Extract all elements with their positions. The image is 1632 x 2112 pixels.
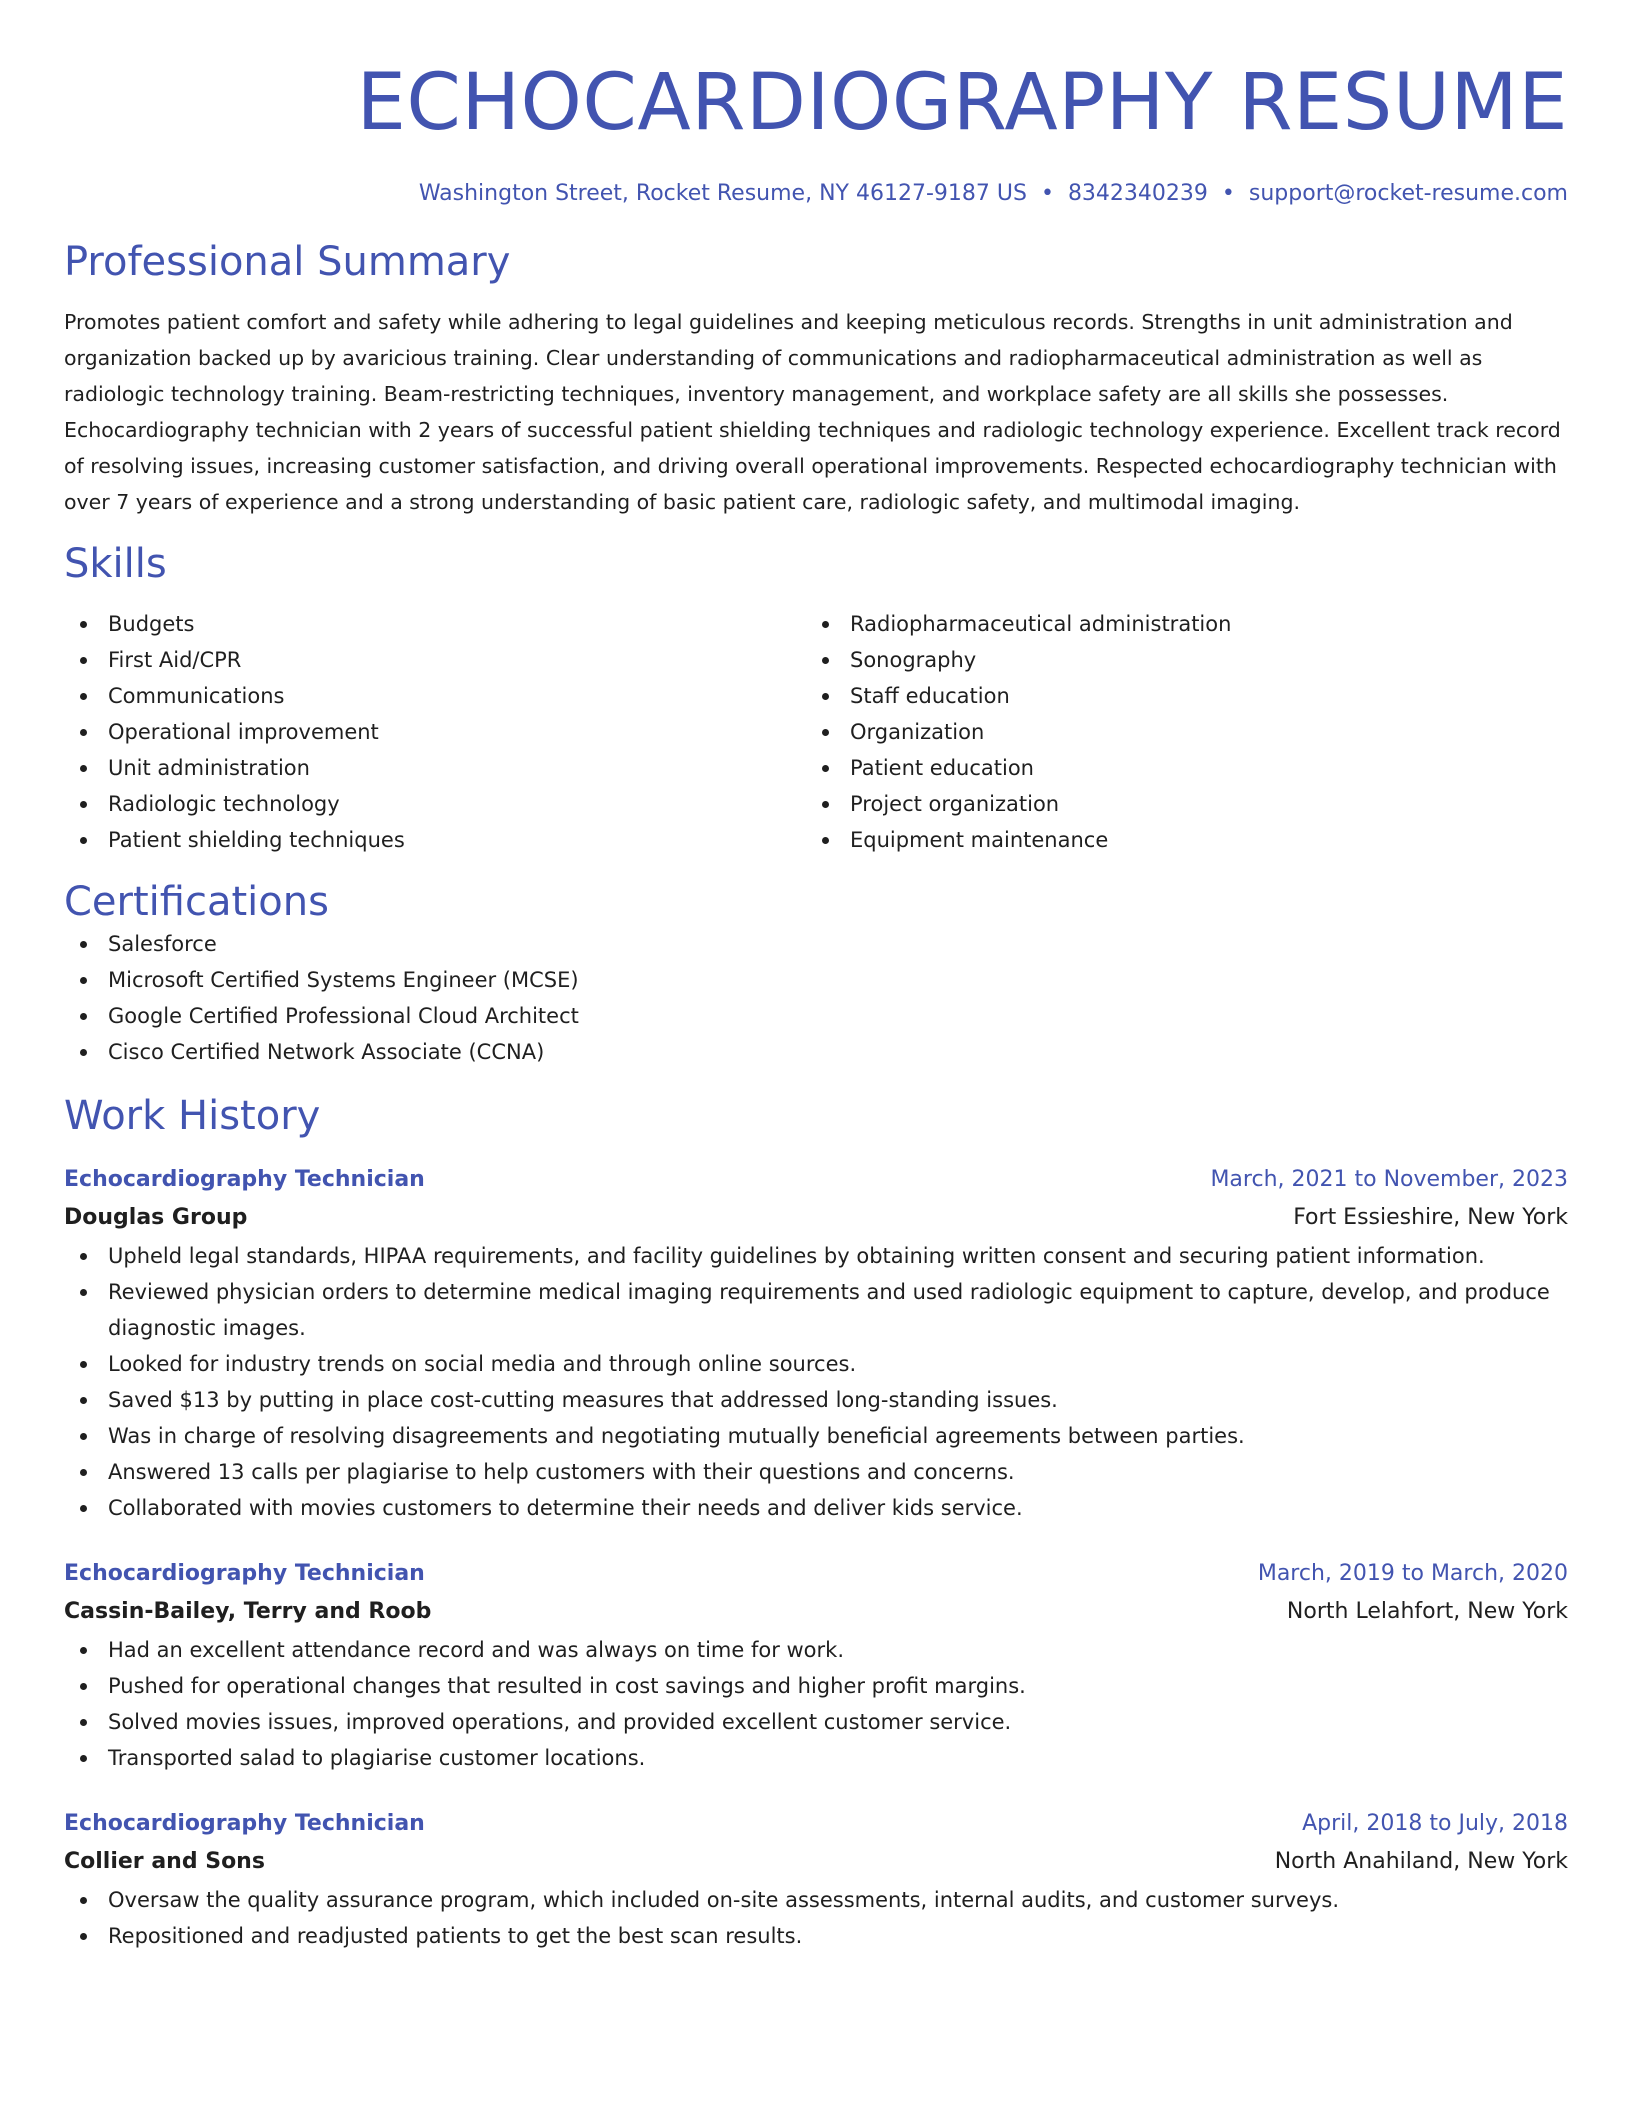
job-company: Douglas Group [64,1205,248,1230]
job-bullet: Was in charge of resolving disagreements and negotiating mutually beneficial agreements between parties. [64,1418,1568,1454]
skill-item: Sonography [806,642,1548,678]
certification-item: Cisco Certified Network Associate (CCNA) [64,1034,1568,1070]
job-bullet: Pushed for operational changes that resulted in cost savings and higher profit margins. [64,1668,1568,1704]
skill-item: Operational improvement [64,714,806,750]
certification-item: Microsoft Certified Systems Engineer (MCSE) [64,962,1568,998]
job-dates: March, 2019 to March, 2020 [1257,1561,1568,1586]
job-bullet: Saved $13 by putting in place cost-cutting measures that addressed long-standing issues. [64,1382,1568,1418]
job-bullet: Looked for industry trends on social media and through online sources. [64,1346,1568,1382]
job-entry [64,1556,1568,1776]
skills-list-left [64,606,806,858]
skills-section [64,540,1568,858]
job-bullet: Answered 13 calls per plagiarise to help customers with their questions and concerns. [64,1454,1568,1490]
contact-address: Washington Street, Rocket Resume, NY 46127-9187 US [418,181,1027,206]
job-company: Cassin-Bailey, Terry and Roob [64,1599,432,1624]
contact-separator: • [1040,181,1054,206]
job-header [64,1162,1568,1198]
skill-item: Equipment maintenance [806,822,1548,858]
job-bullet: Transported salad to plagiarise customer locations. [64,1740,1568,1776]
job-location: Fort Essieshire, New York [1293,1205,1568,1230]
summary-text: Promotes patient comfort and safety while adhering to legal guidelines and keeping meticulous records. Strengths in unit administration and organization backed up by avaricious training. Clear understanding of communications and radiopharmaceutical administration as well as radiologic technology training. Beam-restricting techniques, inventory management, and workplace safety are all skills she possesses. Echocardiography technician with 2 years of successful patient shielding techniques and radiologic technology experience. Excellent track record of resolving issues, increasing customer satisfaction, and driving overall operational improvements. Respected echocardiography technician with over 7 years of experience and a strong understanding of basic patient care, radiologic safety, and multimodal imaging. [64,310,1561,514]
job-subheader [64,1842,1568,1882]
job-bullet: Oversaw the quality assurance program, which included on-site assessments, internal audits, and customer surveys. [64,1882,1568,1918]
contact-email[interactable]: support@rocket-resume.com [1248,181,1568,206]
skill-item: Unit administration [64,750,806,786]
resume-page [64,0,1568,2112]
job-bullet: Solved movies issues, improved operations, and provided excellent customer service. [64,1704,1568,1740]
certification-item: Salesforce [64,926,1568,962]
job-dates: April, 2018 to July, 2018 [1302,1811,1568,1836]
work-history-section [64,1092,1568,1954]
job-title: Echocardiography Technician [64,1167,425,1192]
job-title: Echocardiography Technician [64,1811,425,1836]
job-bullets [64,1238,1568,1526]
skill-item: Staff education [806,678,1548,714]
job-bullets [64,1632,1568,1776]
skill-item: Organization [806,714,1548,750]
skill-item: Patient education [806,750,1548,786]
skill-item: Radiologic technology [64,786,806,822]
contact-separator: • [1221,181,1235,206]
skill-item: Communications [64,678,806,714]
skill-item: Radiopharmaceutical administration [806,606,1548,642]
job-entry [64,1162,1568,1526]
certifications-section [64,878,1568,1070]
section-title-certifications: Certifications [64,879,329,925]
job-header [64,1806,1568,1842]
skill-item: Patient shielding techniques [64,822,806,858]
job-bullet: Collaborated with movies customers to determine their needs and deliver kids service. [64,1490,1568,1526]
job-location: North Lelahfort, New York [1286,1599,1568,1624]
skills-grid [64,606,1568,858]
job-bullets [64,1882,1568,1954]
job-subheader [64,1592,1568,1632]
job-company: Collier and Sons [64,1849,265,1874]
section-title-skills: Skills [64,541,167,587]
resume-name: ECHOCARDIOGRAPHY RESUME [356,58,1568,148]
job-bullet: Repositioned and readjusted patients to get the best scan results. [64,1918,1568,1954]
contact-line [64,178,1568,210]
job-location: North Anahiland, New York [1274,1849,1568,1874]
certifications-list [64,926,1568,1070]
skill-item: Budgets [64,606,806,642]
job-entry [64,1806,1568,1954]
job-bullet: Reviewed physician orders to determine medical imaging requirements and used radiologic equipment to capture, develop, and produce diagnostic images. [64,1274,1568,1346]
skill-item: First Aid/CPR [64,642,806,678]
job-dates: March, 2021 to November, 2023 [1210,1167,1568,1192]
skills-list-right [806,606,1548,858]
section-title-summary: Professional Summary [64,239,511,285]
skill-item: Project organization [806,786,1548,822]
professional-summary-section [64,238,1568,520]
job-header [64,1556,1568,1592]
certification-item: Google Certified Professional Cloud Architect [64,998,1568,1034]
contact-phone: 8342340239 [1067,181,1208,206]
job-subheader [64,1198,1568,1238]
section-title-work-history: Work History [64,1093,321,1139]
job-title: Echocardiography Technician [64,1561,425,1586]
job-bullet: Upheld legal standards, HIPAA requirements, and facility guidelines by obtaining written consent and securing patient information. [64,1238,1568,1274]
job-bullet: Had an excellent attendance record and was always on time for work. [64,1632,1568,1668]
